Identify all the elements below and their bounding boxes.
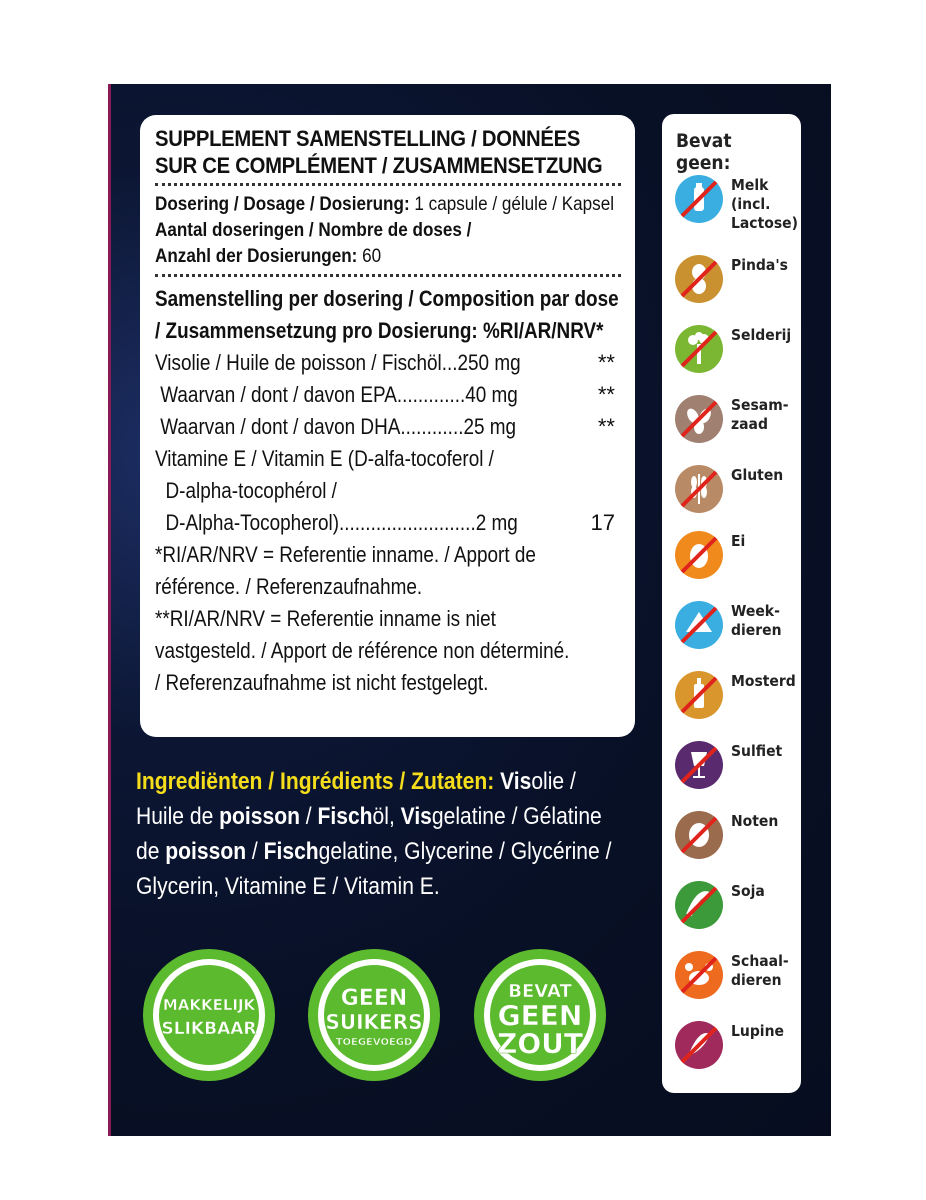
- nutrient-row: [155, 475, 621, 507]
- supplement-facts-box: [140, 115, 635, 737]
- allergen-item: [674, 254, 799, 304]
- allergen-item: [674, 1020, 799, 1070]
- ingredients-part: /: [246, 838, 264, 865]
- dotted-divider: [155, 274, 621, 277]
- allergen-label: Week- dieren: [731, 602, 782, 639]
- allergen-label: Schaal- dieren: [731, 952, 789, 989]
- nutrient-row: [155, 379, 621, 411]
- badge-text: BEVAT: [508, 981, 572, 1002]
- milk-bottle-icon: [674, 174, 724, 224]
- badge-2: [306, 947, 442, 1083]
- footnote-line: / Referenzaufnahme ist nicht festgelegt.: [155, 670, 489, 695]
- dosage-value: 1 capsule / gélule / Kapsel: [409, 194, 615, 215]
- allergen-item: [674, 324, 799, 374]
- footnote-line: vastgesteld. / Apport de référence non déterminé.: [155, 638, 570, 663]
- allergen-bold: Fisch: [317, 803, 373, 830]
- allergen-label: Sesam- zaad: [731, 396, 789, 433]
- doses-label-line-2: Anzahl der Dosierungen:: [155, 246, 358, 267]
- nutrient-row: [155, 411, 621, 443]
- allergen-item: [674, 880, 799, 930]
- allergen-label: Mosterd: [731, 672, 796, 690]
- footnote-line: référence. / Referenzaufnahme.: [155, 574, 423, 599]
- nutrient-nrv: **: [597, 414, 615, 439]
- footnotes: [155, 539, 621, 699]
- nutrient-text: D-alpha-tocophérol /: [155, 478, 337, 503]
- composition-header-line-2: / Zusammensetzung pro Dosierung: %RI/AR/NRV*: [155, 318, 604, 343]
- allergen-item: [674, 530, 799, 580]
- ingredients-label: Ingrediënten / Ingrédients / Zutaten:: [136, 768, 495, 795]
- celery-icon: [674, 324, 724, 374]
- peanut-icon: [674, 254, 724, 304]
- allergen-label: Melk (incl. Lactose): [731, 176, 798, 232]
- allergen-bold: poisson: [165, 838, 247, 865]
- nutrient-nrv: **: [597, 350, 615, 375]
- allergen-item: [674, 464, 799, 514]
- supplement-title: [155, 125, 621, 179]
- badge-1: [141, 947, 277, 1083]
- allergen-item: [674, 950, 799, 1000]
- ingredients-part: gelatine / Gélatine de: [136, 803, 602, 865]
- nutrient-text: Visolie / Huile de poisson / Fischöl...250 mg: [155, 350, 521, 375]
- doses-value: 60: [357, 246, 382, 267]
- badge-text: GEEN: [340, 986, 408, 1011]
- lupin-icon: [674, 1020, 724, 1070]
- allergen-label: Soja: [731, 882, 765, 900]
- doses-row: [155, 244, 621, 270]
- ingredients-part: /: [299, 803, 318, 830]
- allergen-heading: Bevat geen:: [676, 130, 732, 174]
- crab-icon: [674, 950, 724, 1000]
- nutrient-list: [155, 347, 621, 539]
- nutrient-nrv: 17: [590, 510, 615, 535]
- allergen-label: Selderij: [731, 326, 792, 344]
- nutrient-row: [155, 507, 621, 539]
- allergen-bold: Vis: [500, 768, 532, 795]
- nutrient-row: [155, 347, 621, 379]
- ingredients-part: olie / Huile de: [136, 768, 576, 830]
- allergen-item: [674, 394, 799, 444]
- nutrient-text: Waarvan / dont / davon DHA............25 mg: [155, 414, 517, 439]
- mustard-icon: [674, 670, 724, 720]
- allergen-label: Lupine: [731, 1022, 784, 1040]
- nutrient-text: Vitamine E / Vitamin E (D-alfa-tocoferol /: [155, 446, 494, 471]
- soy-icon: [674, 880, 724, 930]
- wheat-icon: [674, 464, 724, 514]
- allergen-bold: Fisch: [263, 838, 319, 865]
- allergen-label: Pinda's: [731, 256, 788, 274]
- badge-3: [472, 947, 608, 1083]
- title-line-1: SUPPLEMENT SAMENSTELLING / DONNÉES: [155, 126, 581, 151]
- nutrient-nrv: **: [597, 382, 615, 407]
- allergen-item: [674, 740, 799, 790]
- allergen-item: [674, 810, 799, 860]
- dosage-label: Dosering / Dosage / Dosierung:: [155, 194, 410, 215]
- ingredients-part: öl,: [372, 803, 401, 830]
- dosage-row: [155, 192, 621, 218]
- badge-text: TOEGEVOEGD: [335, 1037, 413, 1048]
- dotted-divider: [155, 183, 621, 186]
- nutrient-row: [155, 443, 621, 475]
- shell-icon: [674, 600, 724, 650]
- badge-text: MAKKELIJK: [162, 996, 256, 1014]
- ingredients-text: [136, 764, 618, 904]
- badge-text: SUIKERS: [325, 1010, 423, 1034]
- allergen-panel: [662, 114, 801, 1093]
- ingredients-part: gelatine, Glycerine / Glycérine / Glycerin, Vitamine E / Vitamin E.: [136, 838, 612, 900]
- nutrient-text: Waarvan / dont / davon EPA.............40 mg: [155, 382, 518, 407]
- allergen-bold: Vis: [400, 803, 432, 830]
- badge-text: SLIKBAAR: [161, 1019, 257, 1039]
- badge-text: ZOUT: [497, 1027, 583, 1060]
- egg-icon: [674, 530, 724, 580]
- allergen-label: Sulfiet: [731, 742, 783, 760]
- nutrient-text: D-Alpha-Tocopherol)..........................2 mg: [155, 510, 518, 535]
- allergen-item: [674, 670, 799, 720]
- footnote-line: **RI/AR/NRV = Referentie inname is niet: [155, 606, 496, 631]
- footnote-line: *RI/AR/NRV = Referentie inname. / Apport de: [155, 542, 536, 567]
- allergen-item: [674, 600, 799, 650]
- allergen-label: Noten: [731, 812, 779, 830]
- composition-header-line-1: Samenstelling per dosering / Composition par dose: [155, 286, 619, 311]
- nuts-icon: [674, 810, 724, 860]
- allergen-label: Gluten: [731, 466, 784, 484]
- allergen-item: [674, 174, 799, 232]
- allergen-label: Ei: [731, 532, 746, 550]
- badge-text: GEEN: [497, 999, 583, 1032]
- allergen-bold: poisson: [219, 803, 300, 830]
- sesame-icon: [674, 394, 724, 444]
- title-line-2: SUR CE COMPLÉMENT / ZUSAMMENSETZUNG: [155, 153, 603, 178]
- doses-label-line-1: Aantal doseringen / Nombre de doses /: [155, 220, 472, 241]
- sulfite-glass-icon: [674, 740, 724, 790]
